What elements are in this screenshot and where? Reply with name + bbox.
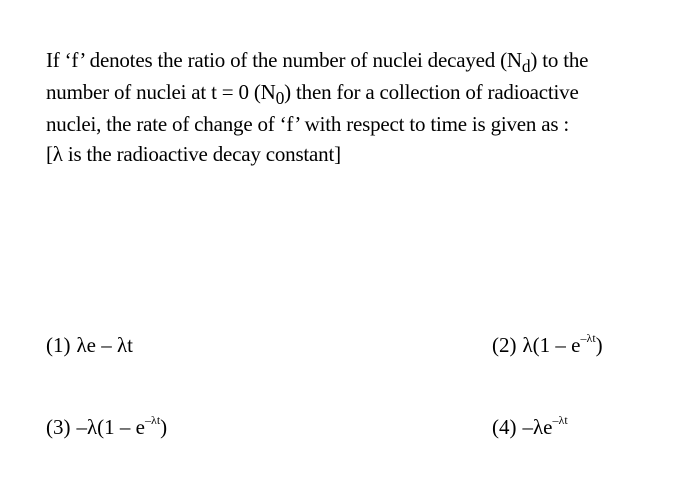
option-number: (3)	[46, 415, 71, 439]
exponent: –λt	[580, 331, 596, 345]
option-expression-tail: )	[160, 415, 168, 439]
option-expression: –λ(1 – e	[76, 415, 145, 439]
question-line-1: If ‘f’ denotes the ratio of the number of nuclei decayed $(N_d)$ to the	[46, 48, 589, 77]
exponent: –λt	[145, 413, 161, 427]
option-3[interactable]	[46, 414, 167, 443]
subscript-d: d	[521, 56, 531, 77]
option-number: (2)	[492, 333, 517, 357]
question-line-2: number of nuclei at t = 0 $(N_0)$ then for a collection of radioactive	[46, 80, 579, 109]
option-2[interactable]	[492, 332, 603, 361]
exponent: –λt	[552, 413, 568, 427]
option-expression: –λe	[522, 415, 553, 439]
question-line-3: nuclei, the rate of change of ‘f’ with respect to time is given as :	[46, 112, 570, 137]
option-expression-tail: )	[595, 333, 603, 357]
option-expression: λ(1 – e	[522, 333, 581, 357]
option-expression: λe – λt	[76, 333, 134, 357]
option-1[interactable]	[46, 332, 133, 358]
decay-constant-note: [λ is the radioactive decay constant]	[46, 142, 341, 166]
subscript-0: 0	[275, 88, 285, 109]
option-number: (4)	[492, 415, 517, 439]
option-number: (1)	[46, 333, 71, 357]
question-text	[46, 47, 646, 137]
option-4[interactable]	[492, 414, 568, 443]
